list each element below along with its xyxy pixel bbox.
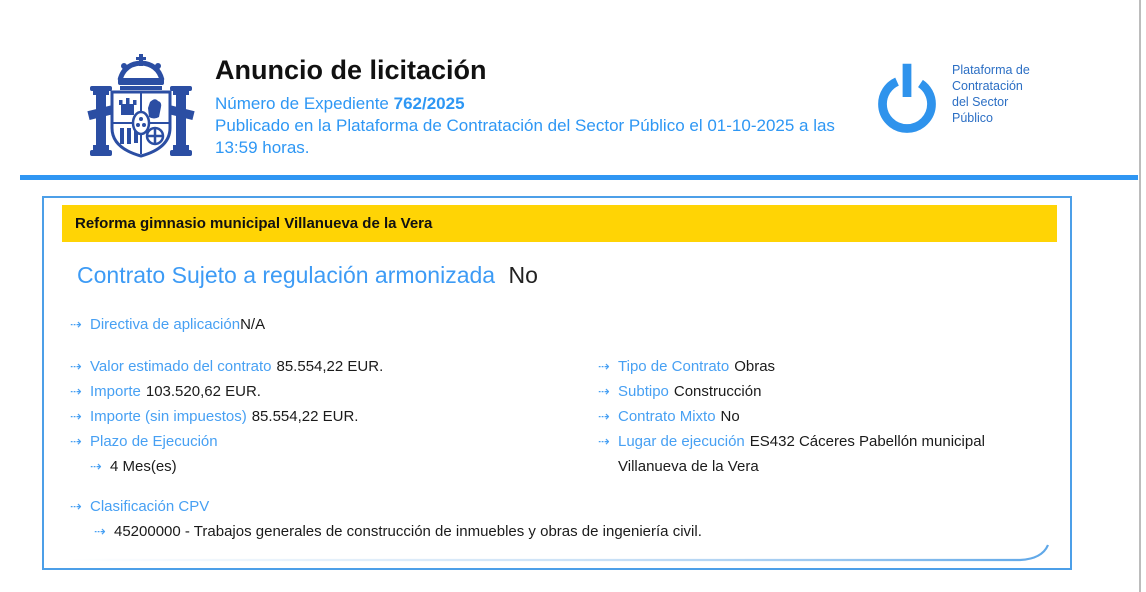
cpv-block — [70, 494, 1030, 544]
page-right-border — [1139, 0, 1141, 592]
logo-text-line: Plataforma de — [952, 63, 1030, 77]
logo-text-line: del Sector — [952, 95, 1009, 109]
logo-text-line: Contratación — [952, 79, 1023, 93]
section-heading — [77, 260, 538, 290]
field-value: Obras — [734, 358, 776, 375]
field-label: Importe — [90, 383, 141, 400]
published-line: Publicado en la Plataforma de Contratación del Sector Público el 01-10-2025 a las 13:59 horas. — [215, 116, 835, 157]
dashed-arrow-icon: ⇢ — [70, 383, 82, 399]
dashed-arrow-icon: ⇢ — [598, 408, 610, 424]
field-value: 45200000 - Trabajos generales de construcción de inmuebles y obras de ingeniería civil. — [114, 523, 702, 540]
field-contrato-mixto — [598, 404, 1043, 429]
field-label: Tipo de Contrato — [618, 358, 730, 375]
plataforma-contratacion-logo — [872, 50, 1132, 150]
section-heading-value: No — [508, 262, 538, 288]
field-value: 103.520,62 EUR. — [145, 383, 261, 400]
dashed-arrow-icon: ⇢ — [70, 433, 82, 449]
power-icon — [872, 58, 942, 141]
dashed-arrow-icon: ⇢ — [70, 316, 82, 332]
field-value: 4 Mes(es) — [110, 458, 177, 475]
field-value: ES432 Cáceres Pabellón municipal Villanueva de la Vera — [618, 433, 985, 475]
header — [215, 55, 883, 159]
spanish-coat-of-arms-icon — [84, 46, 198, 164]
panel-bottom-curve — [62, 544, 1054, 562]
expediente-number: 762/2025 — [393, 94, 465, 113]
field-value: 85.554,22 EUR. — [276, 358, 384, 375]
field-importe — [70, 379, 590, 404]
field-plazo-ejecucion — [70, 429, 590, 454]
field-label: Contrato Mixto — [618, 408, 716, 425]
expediente-line — [215, 93, 883, 114]
field-label: Clasificación CPV — [90, 498, 210, 515]
contract-title-banner: Reforma gimnasio municipal Villanueva de la Vera — [62, 205, 1057, 242]
licitacion-detail-box — [42, 196, 1072, 570]
logo-text-line: Público — [952, 111, 993, 125]
field-value: 85.554,22 EUR. — [251, 408, 359, 425]
field-label: Valor estimado del contrato — [90, 358, 272, 375]
field-value: No — [720, 408, 740, 425]
field-lugar-ejecucion — [598, 429, 1043, 479]
right-column — [598, 354, 1043, 479]
dashed-arrow-icon: ⇢ — [70, 408, 82, 424]
field-subtipo — [598, 379, 1043, 404]
field-value: Construcción — [673, 383, 762, 400]
dashed-arrow-icon: ⇢ — [70, 358, 82, 374]
field-tipo-contrato — [598, 354, 1043, 379]
field-label: Directiva de aplicación — [90, 316, 241, 333]
field-clasificacion-cpv — [70, 494, 1030, 519]
header-divider — [20, 175, 1138, 180]
dashed-arrow-icon: ⇢ — [70, 498, 82, 514]
left-column — [70, 354, 590, 479]
logo-text — [952, 62, 1030, 126]
dashed-arrow-icon: ⇢ — [90, 458, 102, 474]
expediente-label: Número de Expediente — [215, 94, 389, 113]
field-label: Lugar de ejecución — [618, 433, 745, 450]
field-label: Subtipo — [618, 383, 669, 400]
dashed-arrow-icon: ⇢ — [598, 383, 610, 399]
dashed-arrow-icon: ⇢ — [598, 358, 610, 374]
field-label: Importe (sin impuestos) — [90, 408, 247, 425]
field-importe-sin-impuestos — [70, 404, 590, 429]
dashed-arrow-icon: ⇢ — [94, 523, 106, 539]
page-title: Anuncio de licitación — [215, 55, 487, 85]
field-plazo-value — [90, 454, 590, 479]
dashed-arrow-icon: ⇢ — [598, 433, 610, 449]
field-label: Plazo de Ejecución — [90, 433, 218, 450]
field-directiva — [70, 312, 670, 337]
section-heading-label: Contrato Sujeto a regulación armonizada — [77, 262, 496, 288]
field-valor-estimado — [70, 354, 590, 379]
field-value: N/A — [240, 316, 266, 333]
cpv-item — [94, 519, 1030, 544]
